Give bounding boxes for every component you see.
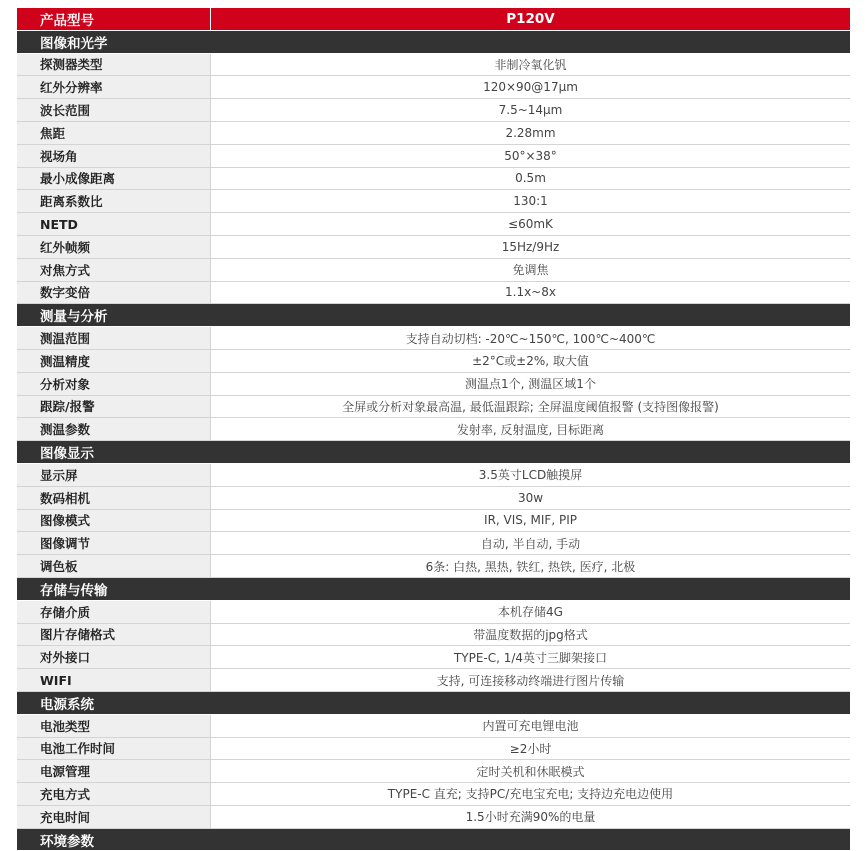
spec-value: ≥2小时 bbox=[509, 741, 552, 756]
section-header bbox=[17, 31, 850, 54]
spec-value: 免调焦 bbox=[512, 263, 549, 278]
spec-row bbox=[17, 715, 850, 738]
spec-label: 探测器类型 bbox=[17, 54, 211, 76]
spec-value: 支持, 可连接移动终端进行图片传输 bbox=[436, 673, 625, 688]
spec-row bbox=[17, 350, 850, 373]
spec-value: 6条: 白热, 黑热, 铁红, 热铁, 医疗, 北极 bbox=[425, 559, 636, 574]
spec-row bbox=[17, 168, 850, 191]
spec-label: 充电时间 bbox=[17, 806, 211, 828]
spec-label: 对焦方式 bbox=[17, 259, 211, 281]
section-title: 存储与传输 bbox=[40, 582, 108, 599]
section-header bbox=[17, 304, 850, 327]
sections bbox=[17, 31, 850, 851]
spec-label: 图像调节 bbox=[17, 532, 211, 554]
spec-value: 全屏或分析对象最高温, 最低温跟踪; 全屏温度阈值报警 (支持图像报警) bbox=[342, 399, 719, 414]
section-header bbox=[17, 829, 850, 851]
spec-row bbox=[17, 646, 850, 669]
spec-label: 数字变倍 bbox=[17, 282, 211, 304]
spec-row bbox=[17, 99, 850, 122]
spec-value: 50°×38° bbox=[504, 148, 557, 163]
spec-label: 分析对象 bbox=[17, 373, 211, 395]
spec-label: 测温精度 bbox=[17, 350, 211, 372]
spec-value: 测温点1个, 测温区域1个 bbox=[465, 377, 596, 392]
spec-value: ±2°C或±2%, 取大值 bbox=[472, 354, 589, 369]
spec-label: 数码相机 bbox=[17, 487, 211, 509]
spec-row bbox=[17, 783, 850, 806]
spec-value: 自动, 半自动, 手动 bbox=[480, 536, 581, 551]
spec-row bbox=[17, 738, 850, 761]
spec-value: 2.28mm bbox=[505, 125, 556, 140]
spec-value: 120×90@17μm bbox=[483, 80, 578, 95]
spec-label: 电池类型 bbox=[17, 715, 211, 737]
section-header bbox=[17, 692, 850, 715]
spec-label: 充电方式 bbox=[17, 783, 211, 805]
spec-label: WIFI bbox=[17, 669, 211, 691]
spec-value: 7.5~14μm bbox=[498, 103, 563, 118]
spec-value: 1.1x~8x bbox=[505, 285, 556, 300]
spec-value: 15Hz/9Hz bbox=[501, 239, 560, 254]
spec-row bbox=[17, 236, 850, 259]
section-title: 电源系统 bbox=[40, 696, 94, 713]
spec-row bbox=[17, 624, 850, 647]
spec-label: 跟踪/报警 bbox=[17, 396, 211, 418]
spec-row bbox=[17, 190, 850, 213]
section-header bbox=[17, 441, 850, 464]
spec-row bbox=[17, 76, 850, 99]
model-name: P120V bbox=[506, 10, 555, 27]
spec-value: 130:1 bbox=[513, 194, 548, 209]
spec-label: 图像模式 bbox=[17, 510, 211, 532]
spec-value: 发射率, 反射温度, 目标距离 bbox=[456, 422, 605, 437]
spec-value: 支持自动切档: -20℃~150℃, 100℃~400℃ bbox=[405, 331, 656, 346]
spec-value: TYPE-C, 1/4英寸三脚架接口 bbox=[453, 650, 608, 665]
spec-label: 对外接口 bbox=[17, 646, 211, 668]
spec-value: 带温度数据的jpg格式 bbox=[473, 627, 588, 642]
spec-row bbox=[17, 601, 850, 624]
spec-value: TYPE-C 直充; 支持PC/充电宝充电; 支持边充电边使用 bbox=[387, 787, 674, 802]
spec-row bbox=[17, 122, 850, 145]
spec-row bbox=[17, 259, 850, 282]
spec-row bbox=[17, 373, 850, 396]
spec-value: 非制冷氧化钒 bbox=[494, 57, 567, 72]
spec-value: IR, VIS, MIF, PIP bbox=[484, 513, 577, 528]
header-label: 产品型号 bbox=[17, 8, 211, 30]
header-row bbox=[17, 8, 850, 31]
spec-label: 红外帧频 bbox=[17, 236, 211, 258]
spec-row bbox=[17, 806, 850, 829]
spec-row bbox=[17, 396, 850, 419]
section-title: 测量与分析 bbox=[40, 309, 108, 326]
spec-label: 测温参数 bbox=[17, 418, 211, 440]
spec-row bbox=[17, 418, 850, 441]
spec-row bbox=[17, 487, 850, 510]
spec-value: ≤60mK bbox=[508, 217, 553, 232]
spec-label: 测温范围 bbox=[17, 327, 211, 349]
spec-row bbox=[17, 669, 850, 692]
spec-row bbox=[17, 510, 850, 533]
spec-value: 0.5m bbox=[515, 171, 546, 186]
spec-label: 波长范围 bbox=[17, 99, 211, 121]
spec-label: 电池工作时间 bbox=[17, 738, 211, 760]
spec-row bbox=[17, 555, 850, 578]
spec-label: NETD bbox=[17, 213, 211, 235]
spec-label: 红外分辨率 bbox=[17, 76, 211, 98]
spec-value: 内置可充电锂电池 bbox=[482, 719, 579, 734]
spec-row bbox=[17, 54, 850, 77]
spec-row bbox=[17, 327, 850, 350]
spec-value: 30w bbox=[517, 490, 544, 505]
spec-label: 视场角 bbox=[17, 145, 211, 167]
spec-row bbox=[17, 532, 850, 555]
spec-row bbox=[17, 145, 850, 168]
spec-value: 3.5英寸LCD触摸屏 bbox=[478, 468, 583, 483]
spec-value: 本机存储4G bbox=[498, 605, 563, 620]
spec-row bbox=[17, 760, 850, 783]
spec-row bbox=[17, 282, 850, 305]
spec-label: 显示屏 bbox=[17, 464, 211, 486]
spec-label: 电源管理 bbox=[17, 760, 211, 782]
spec-label: 图片存储格式 bbox=[17, 624, 211, 646]
section-title: 环境参数 bbox=[40, 833, 94, 850]
spec-value: 1.5小时充满90%的电量 bbox=[465, 810, 596, 825]
spec-row bbox=[17, 464, 850, 487]
section-title: 图像显示 bbox=[40, 446, 94, 463]
spec-label: 距离系数比 bbox=[17, 190, 211, 212]
spec-table bbox=[17, 8, 850, 851]
section-header bbox=[17, 578, 850, 601]
spec-label: 焦距 bbox=[17, 122, 211, 144]
spec-label: 调色板 bbox=[17, 555, 211, 577]
spec-row bbox=[17, 213, 850, 236]
spec-label: 存储介质 bbox=[17, 601, 211, 623]
spec-label: 最小成像距离 bbox=[17, 168, 211, 190]
spec-value: 定时关机和休眠模式 bbox=[476, 764, 585, 779]
section-title: 图像和光学 bbox=[40, 35, 108, 52]
